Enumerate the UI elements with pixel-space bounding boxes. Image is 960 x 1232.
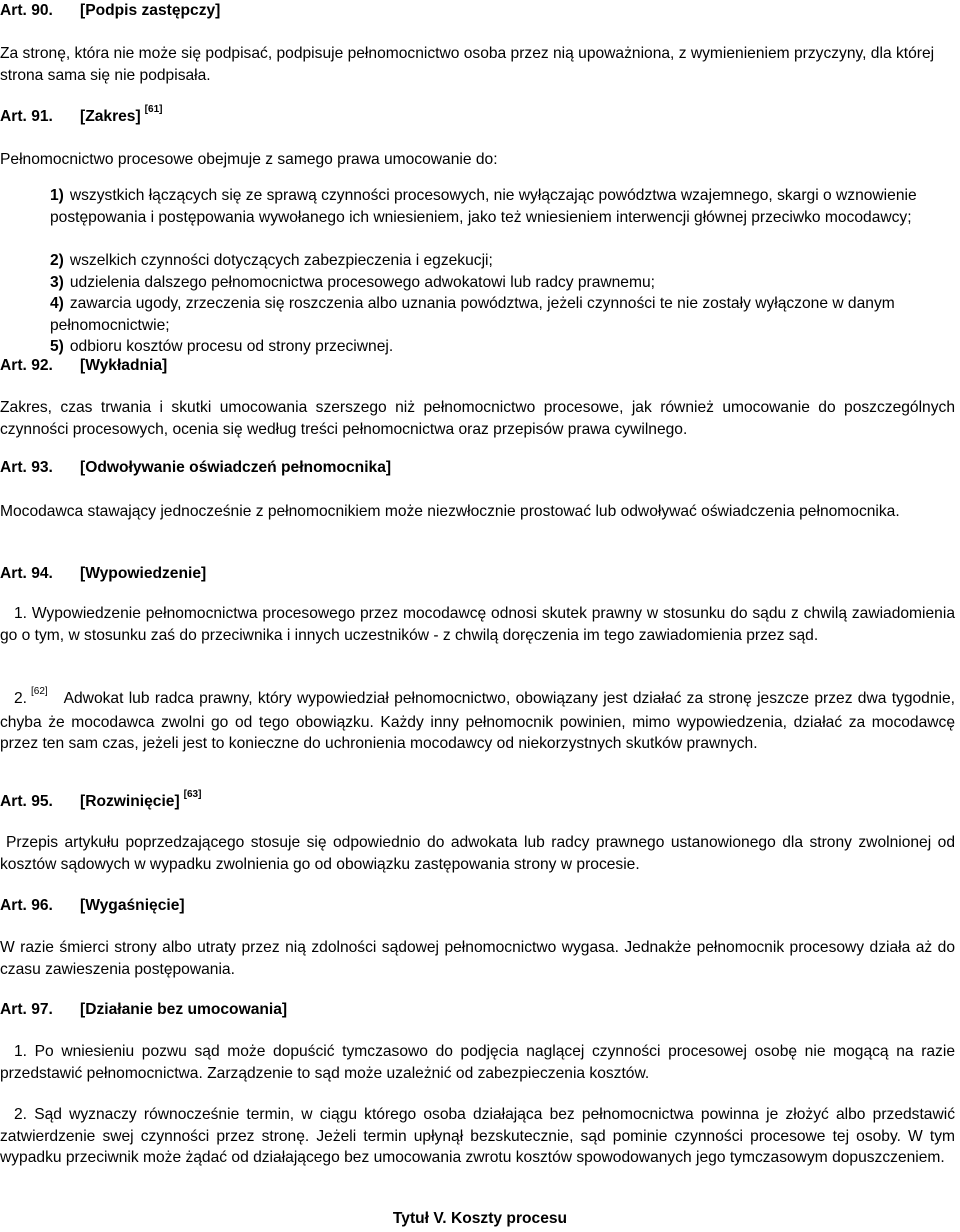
item-text: wszelkich czynności dotyczących zabezpieczenia i egzekucji; bbox=[69, 252, 493, 269]
article-title: [Działanie bez umocowania] bbox=[80, 1001, 288, 1018]
item-number: 2) bbox=[50, 252, 64, 269]
article-title: [Odwoływanie oświadczeń pełnomocnika] bbox=[80, 459, 392, 476]
article-title: [Wykładnia] bbox=[80, 357, 168, 374]
art90-text: Za stronę, która nie może się podpisać, podpisuje pełnomocnictwo osoba przez nią upoważniona, z wymienieniem przyczyny, dla której strona sama się nie podpisała. bbox=[0, 45, 935, 84]
article-number: Art. 94. bbox=[0, 565, 53, 582]
art91-heading bbox=[0, 104, 600, 130]
item-text: zawarcia ugody, zrzeczenia się roszczenia albo uznania powództwa, jeżeli czynności te nie zostały wyłączone w danym pełnomocnictwie; bbox=[50, 295, 895, 334]
article-number: Art. 96. bbox=[0, 897, 53, 914]
paragraph-text: 2. Sąd wyznaczy równocześnie termin, w ciągu którego osoba działająca bez pełnomocnictwa powinna je złożyć albo przedstawić zatwierdzenie swej czynności przez stronę. Jeżeli termin upłynął bezskutecznie, sąd pominie czynności procesowe tej osoby. W tym wypadku przeciwnik może żądać od działającego bez umocowania zwrotu kosztów spowodowanych jego tymczasowym dopuszczeniem. bbox=[0, 1106, 955, 1166]
item-number: 4) bbox=[50, 295, 64, 312]
article-number: Art. 93. bbox=[0, 459, 53, 476]
paragraph-text: Przepis artykułu poprzedzającego stosuje się odpowiednio do adwokata lub radcy prawnego ustanowionego dla strony zwolnionej od kosztów sądowych w wypadku zwolnienia go od obowiązku zastępowania strony w procesie. bbox=[0, 834, 955, 873]
footnote-ref: [62] bbox=[31, 686, 48, 697]
art97-paragraph-2 bbox=[0, 1104, 955, 1169]
article-title: [Wypowiedzenie] bbox=[80, 565, 207, 582]
art94-paragraph-1 bbox=[0, 603, 955, 646]
list-item bbox=[50, 250, 950, 272]
item-text: udzielenia dalszego pełnomocnictwa procesowego adwokatowi lub radcy prawnemu; bbox=[69, 274, 655, 291]
footnote-ref: [63] bbox=[183, 789, 202, 800]
paragraph-text: 1. Wypowiedzenie pełnomocnictwa procesowego przez mocodawcę odnosi skutek prawny w stosunku do sądu z chwilą zawiadomienia go o tym, w stosunku zaś do przeciwnika i innych uczestników - z chwilą doręczenia im tego zawiadomienia przez sąd. bbox=[0, 605, 955, 644]
art91-intro: Pełnomocnictwo procesowe obejmuje z samego prawa umocowanie do: bbox=[0, 151, 498, 168]
list-item bbox=[50, 336, 950, 358]
art95-heading bbox=[0, 789, 600, 815]
art96-heading bbox=[0, 897, 600, 919]
art90-heading bbox=[0, 2, 600, 24]
section-heading: Tytuł V. Koszty procesu bbox=[392, 1210, 568, 1227]
item-text: odbioru kosztów procesu od strony przeciwnej. bbox=[69, 338, 394, 355]
art96-text: W razie śmierci strony albo utraty przez nią zdolności sądowej pełnomocnictwo wygasa. Jednakże pełnomocnik procesowy działa aż do czasu zawieszenia postępowania. bbox=[0, 939, 955, 978]
item-text: wszystkich łączących się ze sprawą czynności procesowych, nie wyłączając powództwa wzajemnego, skargi o wznowienie postępowania i postępowania wywołanego ich wniesieniem, jako też wniesieniem interwencji głównej przeciwko mocodawcy; bbox=[50, 187, 917, 226]
article-title: [Wygaśnięcie] bbox=[80, 897, 185, 914]
list-item bbox=[50, 272, 950, 294]
art92-heading bbox=[0, 357, 600, 379]
article-title-with-footnote bbox=[80, 104, 163, 126]
item-number: 5) bbox=[50, 338, 64, 355]
footnote-ref: [61] bbox=[144, 104, 163, 115]
list-item bbox=[50, 293, 950, 336]
article-title: [Zakres] bbox=[80, 108, 141, 125]
item-number: 3) bbox=[50, 274, 64, 291]
paragraph-text: 1. Po wniesieniu pozwu sąd może dopuścić tymczasowo do podjęcia naglącej czynności procesowej osobę nie mogącą na razie przedstawić pełnomocnictwa. Zarządzenie to sąd może uzależnić od zabezpieczenia kosztów. bbox=[0, 1043, 955, 1082]
article-title-with-footnote bbox=[80, 789, 202, 811]
art97-heading bbox=[0, 1001, 600, 1023]
article-number: Art. 95. bbox=[0, 793, 53, 810]
art97-paragraph-1 bbox=[0, 1041, 955, 1084]
article-title: [Rozwinięcie] bbox=[80, 793, 180, 810]
art94-paragraph-2 bbox=[0, 688, 955, 755]
paragraph-number: 2. bbox=[14, 690, 28, 707]
article-number: Art. 91. bbox=[0, 108, 53, 125]
art93-text: Mocodawca stawający jednocześnie z pełnomocnikiem może niezwłocznie prostować lub odwoływać oświadczenia pełnomocnika. bbox=[0, 503, 900, 520]
article-number: Art. 90. bbox=[0, 2, 53, 19]
art93-heading bbox=[0, 459, 600, 481]
list-item bbox=[50, 185, 950, 228]
article-number: Art. 97. bbox=[0, 1001, 53, 1018]
art92-text: Zakres, czas trwania i skutki umocowania szerszego niż pełnomocnictwo procesowe, jak również umocowanie do poszczególnych czynności procesowych, ocenia się według treści pełnomocnictwa oraz przepisów prawa cywilnego. bbox=[0, 399, 955, 438]
item-number: 1) bbox=[50, 187, 64, 204]
paragraph-text: Adwokat lub radca prawny, który wypowiedział pełnomocnictwo, obowiązany jest działać za stronę jeszcze przez dwa tygodnie, chyba że mocodawca zwolni go od tego obowiązku. Każdy inny pełnomocnik powinien, mimo wypowiedzenia, działać za mocodawcę przez ten sam czas, jeżeli jest to konieczne do uchronienia mocodawcy od niekorzystnych skutków prawnych. bbox=[0, 690, 955, 752]
article-title: [Podpis zastępczy] bbox=[80, 2, 221, 19]
art95-text bbox=[0, 832, 955, 875]
art94-heading bbox=[0, 565, 600, 587]
article-number: Art. 92. bbox=[0, 357, 53, 374]
